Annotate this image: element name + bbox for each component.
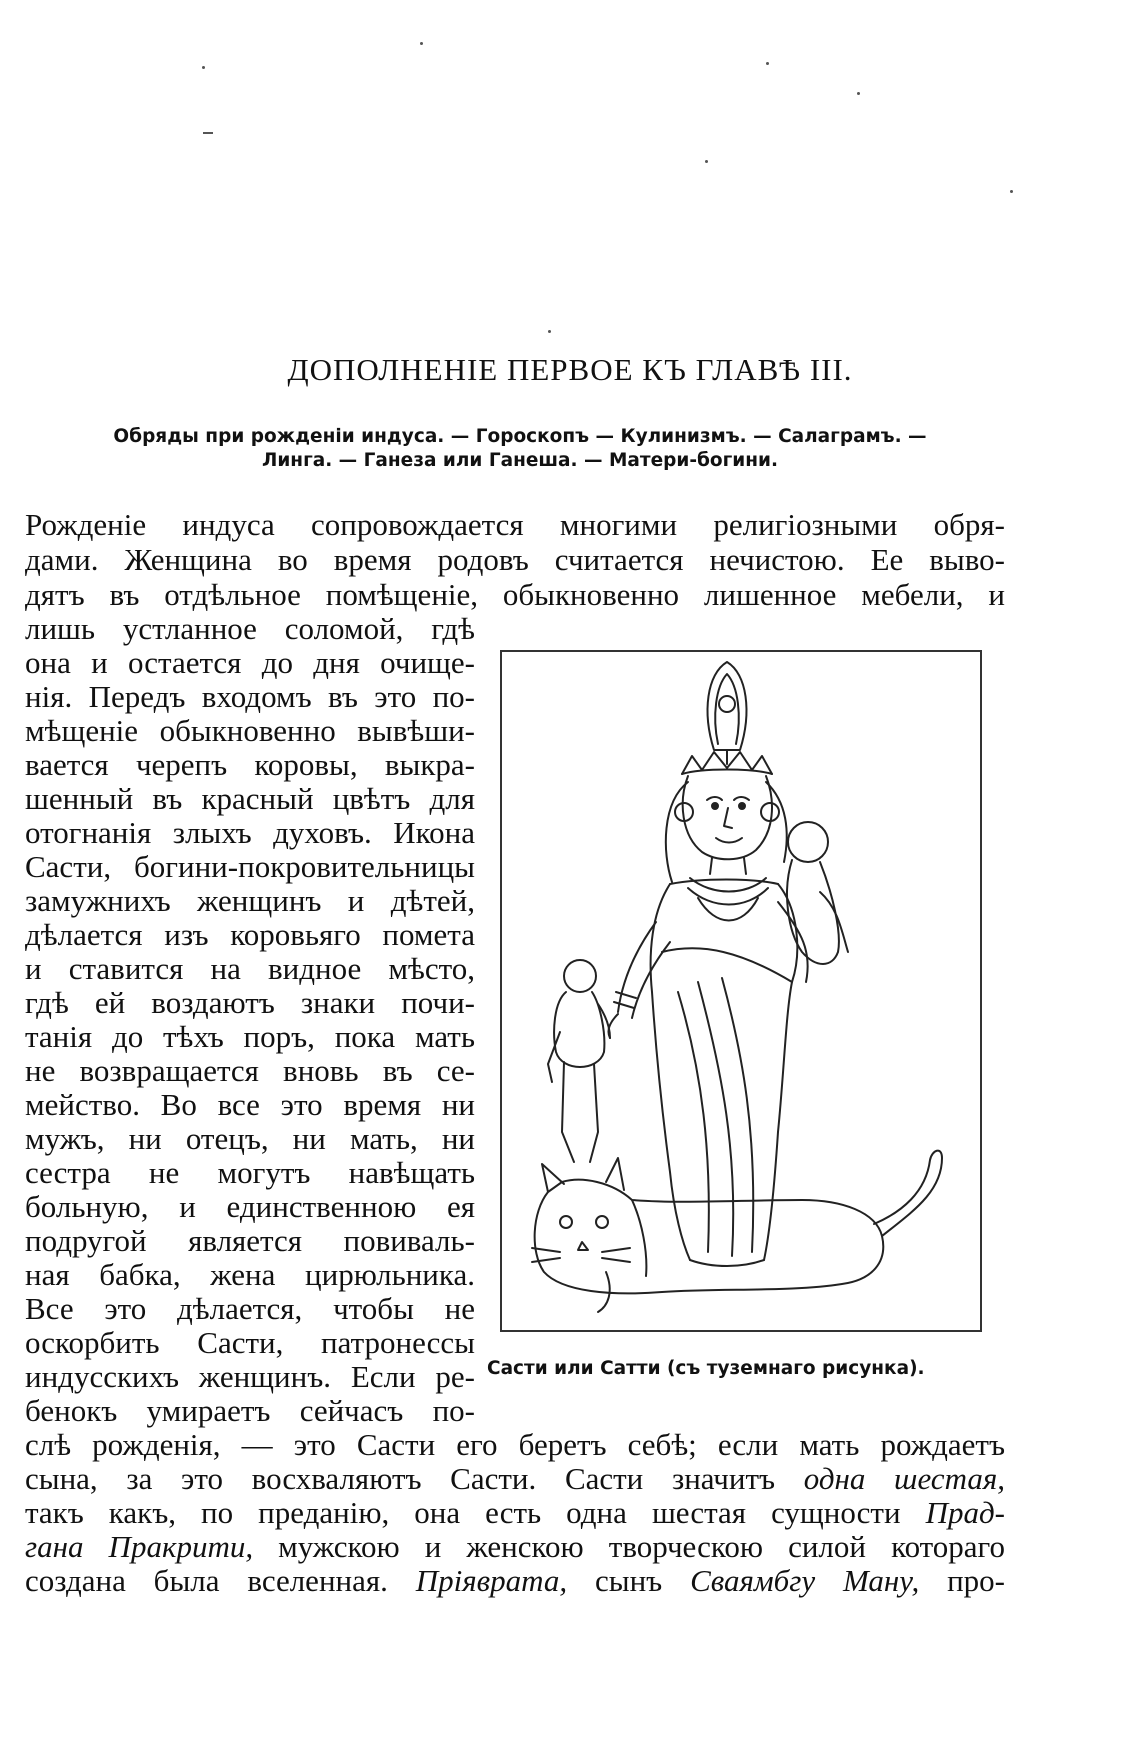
summary-line: Обряды при рожденіи индуса. — Гороскопъ — Кулинизмъ. — Салаграмъ. —	[113, 426, 927, 447]
face	[683, 776, 772, 859]
body-line: и ставится на видное мѣсто,	[25, 951, 475, 986]
figure-caption: Састи или Сатти (съ туземнаго рисунка).	[487, 1358, 925, 1379]
body-line	[25, 1530, 1005, 1564]
body-line: дятъ въ отдѣльное помѣщеніе, обыкновенно лишенное мебели, и	[25, 577, 1005, 612]
body-line: замужнихъ женщинъ и дѣтей,	[25, 883, 475, 918]
scan-speck	[202, 66, 205, 69]
body-line: дѣлается изъ коровьяго помета	[25, 917, 475, 952]
body-line: шенный въ красный цвѣтъ для	[25, 781, 475, 816]
sari-right	[764, 884, 797, 1260]
body-line	[25, 1496, 1005, 1530]
child-head	[564, 960, 596, 992]
body-line: мѣщеніе обыкновенно вывѣши-	[25, 713, 475, 748]
body-line	[25, 1462, 1005, 1496]
body-line: вается черепъ коровы, выкра-	[25, 747, 475, 782]
body-line: она и остается до дня очище-	[25, 645, 475, 680]
body-line: Все это дѣлается, чтобы не	[25, 1291, 475, 1326]
sari-left	[651, 884, 690, 1260]
goddess-drawing	[502, 652, 980, 1330]
bangles	[614, 992, 636, 1008]
summary-line: Линга. — Ганеза или Ганеша. — Матери-богини.	[261, 450, 779, 471]
scan-speck	[1010, 190, 1013, 193]
scan-speck	[203, 132, 213, 134]
scan-speck	[766, 62, 769, 65]
italic-term: Пріяврата,	[415, 1563, 568, 1598]
body-line: слѣ рожденія, — это Састи его беретъ себѣ; если мать рождаетъ	[25, 1427, 1005, 1462]
scan-speck	[857, 92, 860, 95]
body-text: сына, за это восхваляютъ Састи. Састи значитъ	[25, 1461, 804, 1496]
child-body	[554, 992, 604, 1067]
italic-term: одна шестая,	[803, 1461, 1005, 1496]
sasti-illustration	[500, 650, 982, 1332]
body-line: лишь устланное соломой, гдѣ	[25, 611, 475, 646]
body-line: Рожденіе индуса сопровождается многими религіозными обря-	[25, 507, 1005, 542]
body-line: дами. Женщина во время родовъ считается нечистою. Ее выво-	[25, 542, 1005, 577]
child-legs	[562, 1062, 574, 1162]
body-line: оскорбить Састи, патронессы	[25, 1325, 475, 1360]
body-line: подругой является повиваль-	[25, 1223, 475, 1258]
page-title: ДОПОЛНЕНІЕ ПЕРВОЕ КЪ ГЛАВѢ III.	[287, 352, 853, 387]
halo-jewel	[719, 696, 735, 712]
body-line: нія. Передъ входомъ въ это по-	[25, 679, 475, 714]
italic-term: гана Пракрити,	[25, 1529, 254, 1564]
body-text: мужскою и женскою творческою силой котораго	[253, 1529, 1005, 1564]
body-line: отогнанія злыхъ духовъ. Икона	[25, 815, 475, 850]
body-line	[25, 1564, 1005, 1598]
halo-inner	[715, 674, 739, 744]
italic-term: Сваямбгу Ману,	[690, 1563, 920, 1598]
body-line: индусскихъ женщинъ. Если ре-	[25, 1359, 475, 1394]
body-line: не возвращается вновь въ се-	[25, 1053, 475, 1088]
chapter-summary	[20, 425, 1020, 473]
body-line: Састи, богини-покровительницы	[25, 849, 475, 884]
scan-speck	[548, 330, 551, 333]
cat-tail	[874, 1151, 942, 1236]
scan-speck	[705, 160, 708, 163]
scan-speck	[420, 42, 423, 45]
body-text: про-	[919, 1563, 1005, 1598]
italic-term: Прад-	[925, 1495, 1005, 1530]
body-line: танія до тѣхъ поръ, пока мать	[25, 1019, 475, 1054]
body-text: создана была вселенная.	[25, 1563, 416, 1598]
body-text: такъ какъ, по преданію, она есть одна шестая сущности	[25, 1495, 926, 1530]
baby-body	[787, 860, 839, 964]
body-line: гдѣ ей воздаютъ знаки почи-	[25, 985, 475, 1020]
body-line: бенокъ умираетъ сейчасъ по-	[25, 1393, 475, 1428]
body-line: мейство. Во все это время ни	[25, 1087, 475, 1122]
body-text: сынъ	[567, 1563, 691, 1598]
baby-head	[788, 822, 828, 862]
body-line: сестра не могутъ навѣщать	[25, 1155, 475, 1190]
body-line: ная бабка, жена цирюльника.	[25, 1257, 475, 1292]
sari-drape	[662, 948, 792, 982]
body-line: больную, и единственною ея	[25, 1189, 475, 1224]
body-line: мужъ, ни отецъ, ни мать, ни	[25, 1121, 475, 1156]
